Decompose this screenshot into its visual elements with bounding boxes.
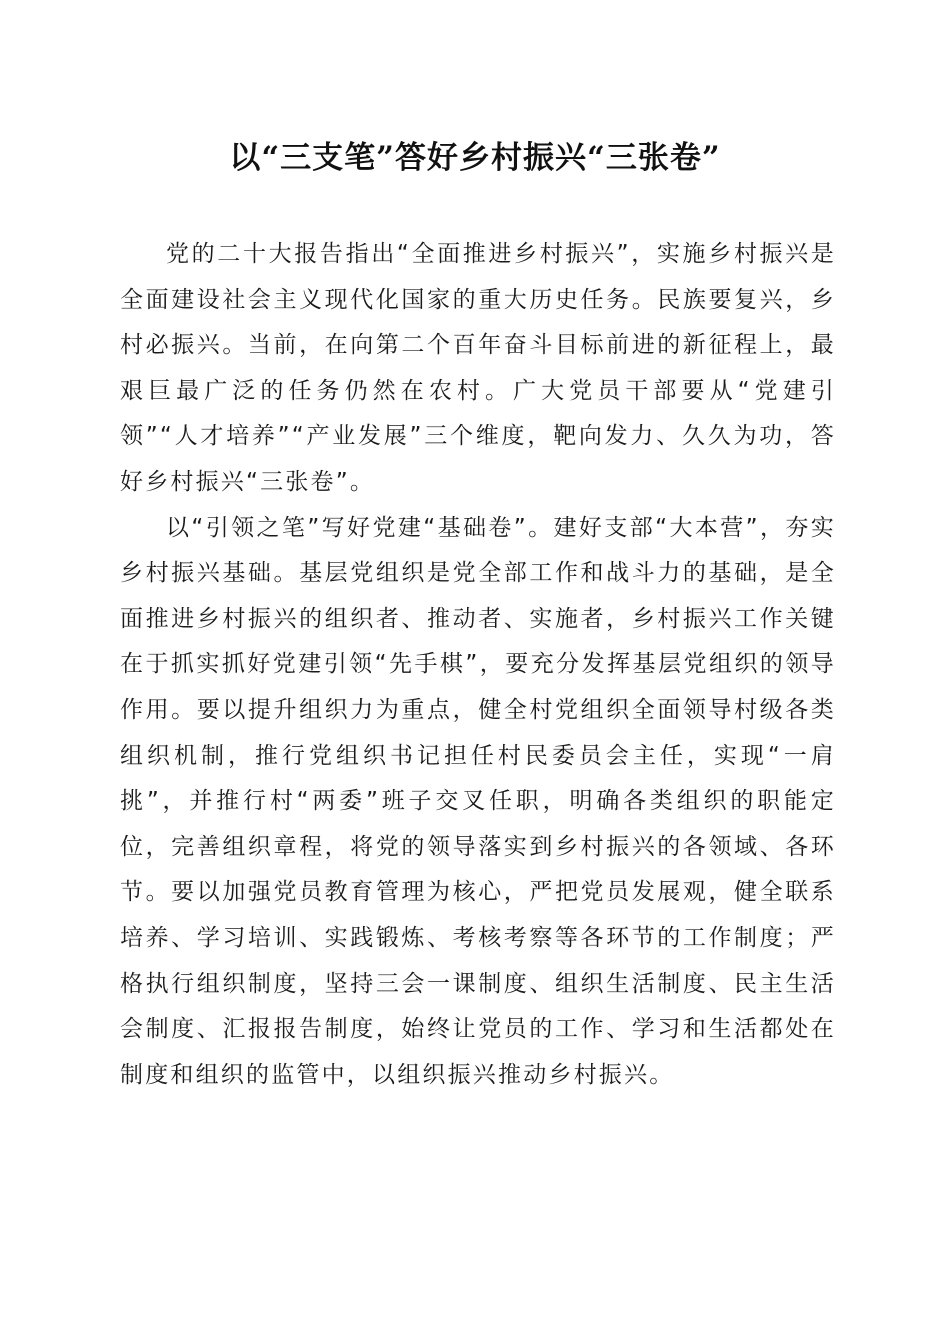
document-body [120, 232, 836, 1098]
document-title: 以“三支笔”答好乡村振兴“三张卷” [229, 140, 721, 176]
paragraph-party-building: 以“引领之笔”写好党建“基础卷”。建好支部“大本营”，夯实乡村振兴基础。基层党组织是党全部工作和战斗力的基础，是全面推进乡村振兴的组织者、推动者、实施者，乡村振兴工作关键在于抓实抓好党建引领“先手棋”，要充分发挥基层党组织的领导作用。要以提升组织力为重点，健全村党组织全面领导村级各类组织机制，推行党组织书记担任村民委员会主任，实现“一肩挑”，并推行村“两委”班子交叉任职，明确各类组织的职能定位，完善组织章程，将党的领导落实到乡村振兴的各领域、各环节。要以加强党员教育管理为核心，严把党员发展观，健全联系培养、学习培训、实践锻炼、考核考察等各环节的工作制度；严格执行组织制度，坚持三会一课制度、组织生活制度、民主生活会制度、汇报报告制度，始终让党员的工作、学习和生活都处在制度和组织的监管中，以组织振兴推动乡村振兴。 [120, 514, 836, 1088]
paragraph-intro: 党的二十大报告指出“全面推进乡村振兴”，实施乡村振兴是全面建设社会主义现代化国家的重大历史任务。民族要复兴，乡村必振兴。当前，在向第二个百年奋斗目标前进的新征程上，最艰巨最广泛的任务仍然在农村。广大党员干部要从“党建引领”“人才培养”“产业发展”三个维度，靶向发力、久久为功，答好乡村振兴“三张卷”。 [120, 241, 836, 495]
